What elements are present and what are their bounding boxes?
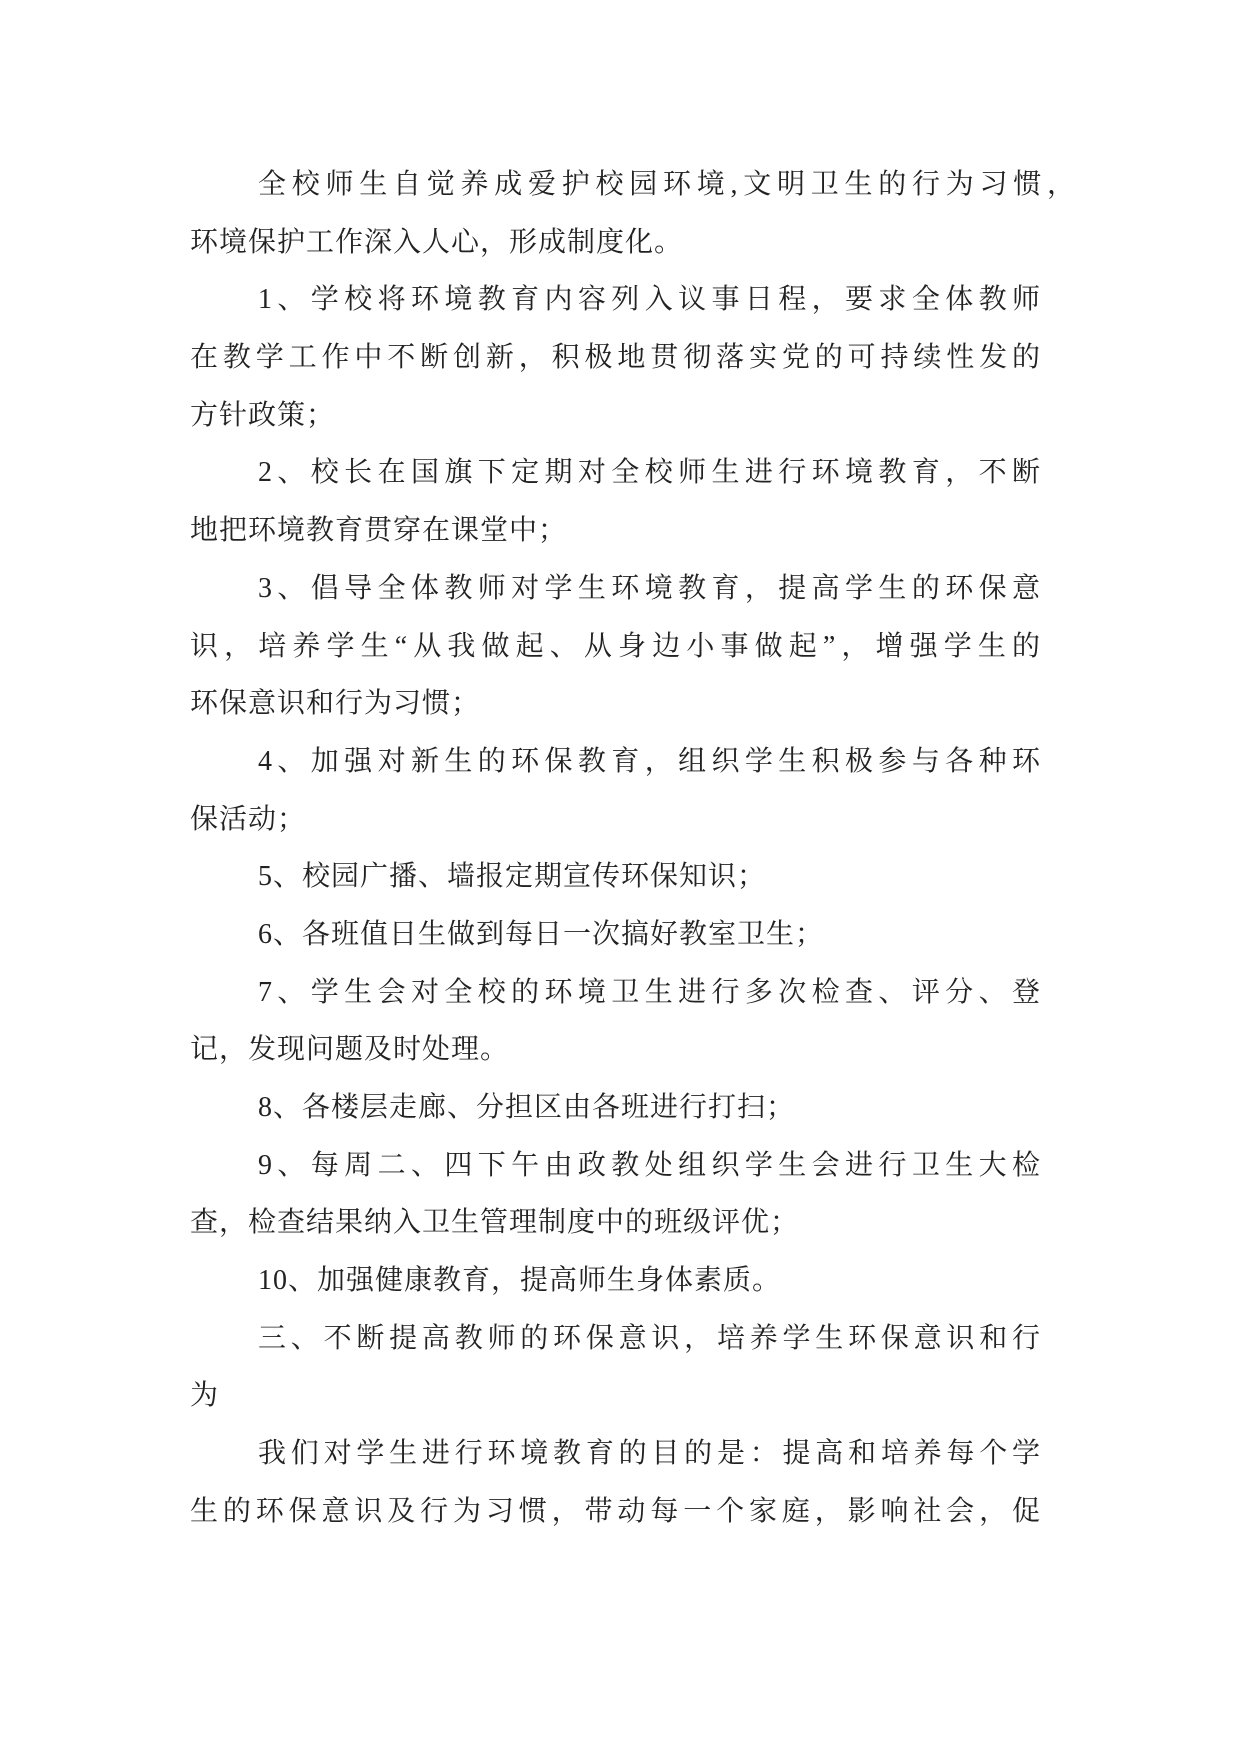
text-line: 环保意识和行为习惯；	[190, 688, 481, 720]
paragraph	[190, 1425, 1040, 1540]
paragraph	[190, 156, 1075, 271]
paragraph	[190, 560, 1040, 733]
text-line: 8、各楼层走廊、分担区由各班进行打扫；	[258, 1092, 796, 1123]
text-line: 地把环境教育贯穿在课堂中；	[190, 515, 568, 547]
text-line: 环境保护工作深入人心，形成制度化。	[190, 226, 684, 258]
text-line: 为	[190, 1380, 220, 1412]
text-line: 9、每周二、四下午由政教处组织学生会进行卫生大检	[258, 1149, 1040, 1181]
text-line: 7、学生会对全校的环境卫生进行多次检查、评分、登	[258, 976, 1040, 1008]
text-line: 10、加强健康教育，提高师生身体素质。	[258, 1265, 782, 1297]
text-line: 生的环保意识及行为习惯，带动每一个家庭，影响社会，促	[190, 1495, 1040, 1527]
paragraph	[190, 964, 1040, 1079]
section-heading	[190, 1310, 1040, 1425]
text-line: 查，检查结果纳入卫生管理制度中的班级评优；	[190, 1207, 800, 1239]
paragraph	[190, 271, 1040, 444]
paragraph	[190, 906, 1040, 964]
text-line: 方针政策；	[190, 399, 336, 431]
text-line: 我们对学生进行环境教育的目的是：提高和培养每个学	[258, 1438, 1040, 1470]
text-line: 记，发现问题及时处理。	[190, 1034, 510, 1066]
paragraph	[190, 1079, 1040, 1137]
text-line: 全校师生自觉养成爱护校园环境,文明卫生的行为习惯，	[258, 169, 1075, 200]
text-line: 6、各班值日生做到每日一次搞好教室卫生；	[258, 918, 825, 950]
paragraph	[190, 1252, 1040, 1310]
text-line: 三、不断提高教师的环保意识，培养学生环保意识和行	[258, 1322, 1040, 1354]
text-line: 识，培养学生“从我做起、从身边小事做起”，增强学生的	[190, 630, 1040, 662]
document-body	[190, 156, 1075, 1541]
text-line: 5、校园广播、墙报定期宣传环保知识；	[258, 861, 767, 893]
paragraph	[190, 444, 1040, 559]
paragraph	[190, 733, 1040, 848]
text-line: 保活动；	[190, 803, 307, 835]
text-line: 在教学工作中不断创新，积极地贯彻落实党的可持续性发的	[190, 342, 1040, 374]
paragraph	[190, 1137, 1040, 1252]
text-line: 3、倡导全体教师对学生环境教育，提高学生的环保意	[258, 572, 1040, 604]
text-line: 2、校长在国旗下定期对全校师生进行环境教育，不断	[258, 457, 1040, 489]
text-line: 1、学校将环境教育内容列入议事日程，要求全体教师	[258, 284, 1040, 316]
paragraph	[190, 848, 1040, 906]
text-line: 4、加强对新生的环保教育，组织学生积极参与各种环	[258, 745, 1040, 777]
